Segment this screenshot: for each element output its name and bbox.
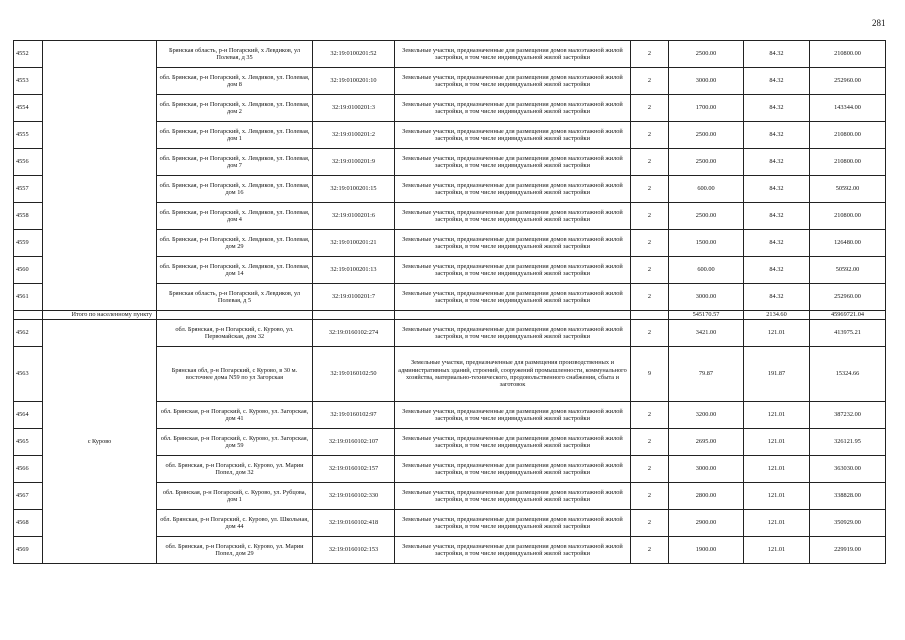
cadastral-value-cell: 387232.00 (810, 402, 886, 429)
area-cell: 2500.00 (669, 149, 744, 176)
land-use-cell: Земельные участки, предназначенные для размещения домов малоэтажной жилой застройки, в том числе индивидуальной жилой застройки (395, 230, 631, 257)
rate-cell: 84.32 (744, 149, 810, 176)
group-cell: 2 (631, 537, 669, 564)
cadastral-number-cell: 32:19:0160102:330 (313, 483, 395, 510)
row-number-cell: 4557 (14, 176, 43, 203)
group-cell: 2 (631, 95, 669, 122)
rate-cell: 121.01 (744, 456, 810, 483)
cadastral-value-cell: 229919.00 (810, 537, 886, 564)
land-use-cell: Земельные участки, предназначенные для размещения домов малоэтажной жилой застройки, в том числе индивидуальной жилой застройки (395, 429, 631, 456)
area-cell: 2500.00 (669, 122, 744, 149)
total-empty-cell (395, 311, 631, 320)
area-cell: 79.87 (669, 347, 744, 402)
rate-cell: 84.32 (744, 284, 810, 311)
address-cell: обл. Брянская, р-н Погарский, х. Левдиков, ул. Полевая, дом 7 (157, 149, 313, 176)
land-use-cell: Земельные участки, предназначенные для размещения домов малоэтажной жилой застройки, в том числе индивидуальной жилой застройки (395, 456, 631, 483)
cadastral-number-cell: 32:19:0160102:97 (313, 402, 395, 429)
cadastral-number-cell: 32:19:0100201:15 (313, 176, 395, 203)
land-use-cell: Земельные участки, предназначенные для размещения домов малоэтажной жилой застройки, в том числе индивидуальной жилой застройки (395, 257, 631, 284)
cadastral-value-cell: 50592.00 (810, 176, 886, 203)
group-cell: 2 (631, 230, 669, 257)
total-row (14, 311, 886, 320)
rate-cell: 84.32 (744, 230, 810, 257)
area-cell: 1900.00 (669, 537, 744, 564)
cadastral-number-cell: 32:19:0100201:7 (313, 284, 395, 311)
table-row (14, 41, 886, 68)
area-cell: 2800.00 (669, 483, 744, 510)
area-cell: 2500.00 (669, 41, 744, 68)
cadastral-value-cell: 252960.00 (810, 284, 886, 311)
rate-cell: 121.01 (744, 510, 810, 537)
cadastral-number-cell: 32:19:0100201:6 (313, 203, 395, 230)
rate-cell: 121.01 (744, 402, 810, 429)
cadastral-number-cell: 32:19:0160102:50 (313, 347, 395, 402)
group-cell: 2 (631, 203, 669, 230)
address-cell: обл. Брянская, р-н Погарский, с. Курово, ул. Школьная, дом 44 (157, 510, 313, 537)
group-cell: 2 (631, 284, 669, 311)
group-cell: 2 (631, 483, 669, 510)
cadastral-value-cell: 350929.00 (810, 510, 886, 537)
row-number-cell: 4560 (14, 257, 43, 284)
area-cell: 1500.00 (669, 230, 744, 257)
row-number-cell: 4562 (14, 320, 43, 347)
address-cell: обл. Брянская, р-н Погарский, х. Левдиков, ул. Полевая, дом 14 (157, 257, 313, 284)
cadastral-value-cell: 210800.00 (810, 149, 886, 176)
cadastral-number-cell: 32:19:0100201:13 (313, 257, 395, 284)
cadastral-value-cell: 413975.21 (810, 320, 886, 347)
land-use-cell: Земельные участки, предназначенные для размещения домов малоэтажной жилой застройки, в том числе индивидуальной жилой застройки (395, 203, 631, 230)
area-cell: 2695.00 (669, 429, 744, 456)
address-cell: обл. Брянская, р-н Погарский, с. Курово, ул. Рубцова, дом 1 (157, 483, 313, 510)
cadastral-value-cell: 50592.00 (810, 257, 886, 284)
group-cell: 2 (631, 402, 669, 429)
address-cell: Брянская область, р-н Погарский, х Левдиков, ул Полевая, д 35 (157, 41, 313, 68)
address-cell: обл. Брянская, р-н Погарский, с. Курово, ул. Марии Попел, дом 32 (157, 456, 313, 483)
cadastral-value-cell: 326121.95 (810, 429, 886, 456)
settlement-cell (43, 41, 157, 311)
total-value: 45969721.04 (810, 311, 886, 320)
cadastral-value-cell: 252960.00 (810, 68, 886, 95)
total-empty-cell (157, 311, 313, 320)
cadastral-value-cell: 210800.00 (810, 122, 886, 149)
cadastral-value-cell: 126480.00 (810, 230, 886, 257)
row-number-cell: 4564 (14, 402, 43, 429)
group-cell: 2 (631, 257, 669, 284)
rate-cell: 84.32 (744, 95, 810, 122)
address-cell: обл. Брянская, р-н Погарский, с. Курово, ул. Первомайская, дом 32 (157, 320, 313, 347)
rate-cell: 84.32 (744, 257, 810, 284)
land-use-cell: Земельные участки, предназначенные для размещения домов малоэтажной жилой застройки, в том числе индивидуальной жилой застройки (395, 402, 631, 429)
row-number-cell: 4558 (14, 203, 43, 230)
total-label: Итого по населенному пункту (43, 311, 157, 320)
area-cell: 3200.00 (669, 402, 744, 429)
land-use-cell: Земельные участки, предназначенные для размещения домов малоэтажной жилой застройки, в том числе индивидуальной жилой застройки (395, 122, 631, 149)
group-cell: 2 (631, 429, 669, 456)
page-number: 281 (872, 18, 886, 28)
address-cell: обл. Брянская, р-н Погарский, х. Левдиков, ул. Полевая, дом 2 (157, 95, 313, 122)
address-cell: обл. Брянская, р-н Погарский, х. Левдиков, ул. Полевая, дом 29 (157, 230, 313, 257)
row-number-cell: 4563 (14, 347, 43, 402)
cadastral-value-cell: 210800.00 (810, 41, 886, 68)
cadastral-number-cell: 32:19:0160102:153 (313, 537, 395, 564)
rate-cell: 84.32 (744, 122, 810, 149)
group-cell: 2 (631, 41, 669, 68)
cadastral-number-cell: 32:19:0100201:21 (313, 230, 395, 257)
rate-cell: 84.32 (744, 41, 810, 68)
cadastral-number-cell: 32:19:0160102:107 (313, 429, 395, 456)
group-cell: 2 (631, 510, 669, 537)
land-use-cell: Земельные участки, предназначенные для размещения домов малоэтажной жилой застройки, в том числе индивидуальной жилой застройки (395, 176, 631, 203)
group-cell: 2 (631, 320, 669, 347)
address-cell: Брянская обл, р-н Погарский, с Курово, в 30 м. восточнее дома N59 по ул Загорская (157, 347, 313, 402)
row-number-cell: 4555 (14, 122, 43, 149)
total-empty-cell (631, 311, 669, 320)
rate-cell: 191.87 (744, 347, 810, 402)
group-cell: 2 (631, 68, 669, 95)
rate-cell: 84.32 (744, 68, 810, 95)
row-number-cell: 4567 (14, 483, 43, 510)
area-cell: 3000.00 (669, 284, 744, 311)
cadastral-number-cell: 32:19:0160102:418 (313, 510, 395, 537)
group-cell: 9 (631, 347, 669, 402)
rate-cell: 84.32 (744, 203, 810, 230)
row-number-cell: 4561 (14, 284, 43, 311)
land-valuation-table (13, 40, 886, 564)
cadastral-value-cell: 210800.00 (810, 203, 886, 230)
row-number-cell: 4566 (14, 456, 43, 483)
cadastral-number-cell: 32:19:0160102:274 (313, 320, 395, 347)
row-number-cell: 4552 (14, 41, 43, 68)
row-number-cell: 4559 (14, 230, 43, 257)
cadastral-value-cell: 15324.66 (810, 347, 886, 402)
cadastral-number-cell: 32:19:0100201:3 (313, 95, 395, 122)
land-use-cell: Земельные участки, предназначенные для размещения домов малоэтажной жилой застройки, в том числе индивидуальной жилой застройки (395, 483, 631, 510)
row-number-cell: 4569 (14, 537, 43, 564)
cadastral-number-cell: 32:19:0100201:9 (313, 149, 395, 176)
address-cell: обл. Брянская, р-н Погарский, х. Левдиков, ул. Полевая, дом 1 (157, 122, 313, 149)
address-cell: обл. Брянская, р-н Погарский, х. Левдиков, ул. Полевая, дом 16 (157, 176, 313, 203)
land-use-cell: Земельные участки, предназначенные для размещения домов малоэтажной жилой застройки, в том числе индивидуальной жилой застройки (395, 320, 631, 347)
group-cell: 2 (631, 176, 669, 203)
group-cell: 2 (631, 456, 669, 483)
cadastral-value-cell: 143344.00 (810, 95, 886, 122)
address-cell: обл. Брянская, р-н Погарский, с. Курово, ул. Загорская, дом 41 (157, 402, 313, 429)
row-number-cell: 4556 (14, 149, 43, 176)
total-empty-cell (313, 311, 395, 320)
address-cell: обл. Брянская, р-н Погарский, х. Левдиков, ул. Полевая, дом 4 (157, 203, 313, 230)
land-use-cell: Земельные участки, предназначенные для размещения домов малоэтажной жилой застройки, в том числе индивидуальной жилой застройки (395, 95, 631, 122)
settlement-name: с Курово (43, 320, 157, 564)
row-number-cell: 4553 (14, 68, 43, 95)
area-cell: 2900.00 (669, 510, 744, 537)
row-number-cell: 4554 (14, 95, 43, 122)
row-number-cell: 4568 (14, 510, 43, 537)
area-cell: 1700.00 (669, 95, 744, 122)
land-use-cell: Земельные участки, предназначенные для размещения домов малоэтажной жилой застройки, в том числе индивидуальной жилой застройки (395, 41, 631, 68)
group-cell: 2 (631, 149, 669, 176)
area-cell: 600.00 (669, 176, 744, 203)
address-cell: обл. Брянская, р-н Погарский, с. Курово, ул. Загорская, дом 59 (157, 429, 313, 456)
land-use-cell: Земельные участки, предназначенные для размещения домов малоэтажной жилой застройки, в том числе индивидуальной жилой застройки (395, 149, 631, 176)
cadastral-value-cell: 363030.00 (810, 456, 886, 483)
cadastral-number-cell: 32:19:0100201:2 (313, 122, 395, 149)
land-use-cell: Земельные участки, предназначенные для размещения домов малоэтажной жилой застройки, в том числе индивидуальной жилой застройки (395, 510, 631, 537)
total-area: 545170.57 (669, 311, 744, 320)
rate-cell: 121.01 (744, 320, 810, 347)
rate-cell: 84.32 (744, 176, 810, 203)
address-cell: обл. Брянская, р-н Погарский, с. Курово, ул. Марии Попел, дом 29 (157, 537, 313, 564)
area-cell: 3421.00 (669, 320, 744, 347)
address-cell: обл. Брянская, р-н Погарский, х. Левдиков, ул. Полевая, дом 8 (157, 68, 313, 95)
total-rate: 2134.60 (744, 311, 810, 320)
table-row (14, 320, 886, 347)
group-cell: 2 (631, 122, 669, 149)
land-use-cell: Земельные участки, предназначенные для размещения домов малоэтажной жилой застройки, в том числе индивидуальной жилой застройки (395, 68, 631, 95)
rate-cell: 121.01 (744, 429, 810, 456)
land-use-cell: Земельные участки, предназначенные для размещения домов малоэтажной жилой застройки, в том числе индивидуальной жилой застройки (395, 284, 631, 311)
total-blank-cell (14, 311, 43, 320)
row-number-cell: 4565 (14, 429, 43, 456)
cadastral-value-cell: 338828.00 (810, 483, 886, 510)
area-cell: 600.00 (669, 257, 744, 284)
rate-cell: 121.01 (744, 483, 810, 510)
cadastral-number-cell: 32:19:0160102:157 (313, 456, 395, 483)
land-use-cell: Земельные участки, предназначенные для размещения производственных и административных зданий, строений, сооружений промышленности, коммунального хозяйства, материально-технического, продовольственного снабжения, сбыта и заготовок (395, 347, 631, 402)
cadastral-number-cell: 32:19:0100201:10 (313, 68, 395, 95)
address-cell: Брянская область, р-н Погарский, х Левдиков, ул Полевая, д 5 (157, 284, 313, 311)
land-use-cell: Земельные участки, предназначенные для размещения домов малоэтажной жилой застройки, в том числе индивидуальной жилой застройки (395, 537, 631, 564)
area-cell: 3000.00 (669, 456, 744, 483)
area-cell: 3000.00 (669, 68, 744, 95)
rate-cell: 121.01 (744, 537, 810, 564)
cadastral-number-cell: 32:19:0100201:52 (313, 41, 395, 68)
area-cell: 2500.00 (669, 203, 744, 230)
